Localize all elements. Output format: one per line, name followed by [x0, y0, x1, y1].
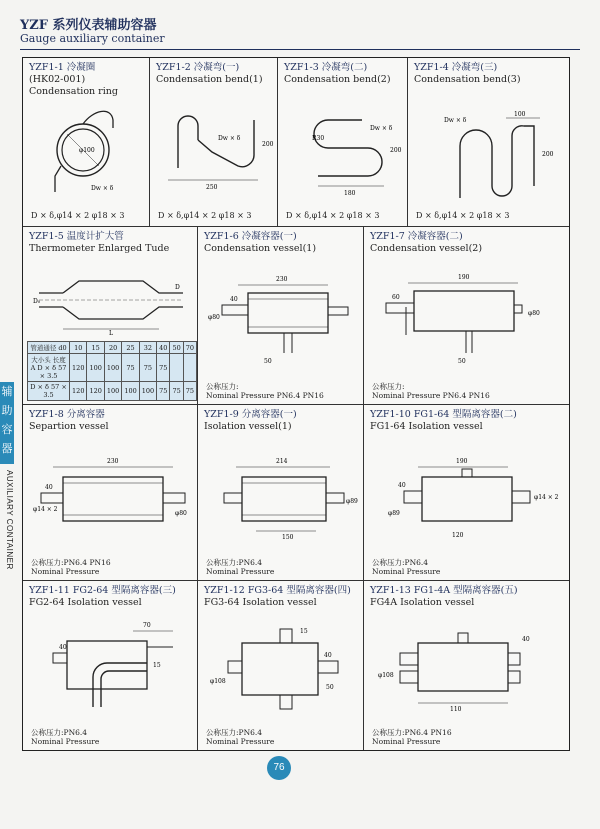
dim-214: 214 — [276, 458, 288, 465]
item-dims: D × δ,φ14 × 2 φ18 × 3 — [286, 211, 380, 220]
item-code: YZF1-8 分离容器 — [29, 409, 105, 420]
item-english: FG1-64 Isolation vessel — [370, 420, 483, 432]
item-title — [29, 62, 118, 98]
dim-120: 120 — [452, 532, 464, 539]
item-english: Condensation bend(3) — [414, 73, 521, 85]
spec-cell: 75 — [157, 382, 170, 401]
pressure-value: Nominal Pressure PN6.4 PN16 — [206, 391, 324, 400]
condensation-bend-3-drawing — [424, 106, 554, 202]
condensation-vessel-1-drawing — [208, 267, 358, 367]
item-yzf1-5 — [23, 226, 197, 404]
spec-row — [28, 354, 197, 382]
item-model: (HK02-001) — [29, 73, 86, 85]
section-tab-char: 容 — [1, 423, 13, 436]
item-yzf1-4 — [407, 58, 569, 226]
pressure-label: 公称压力: — [372, 382, 405, 391]
header-rule — [20, 49, 580, 50]
item-title — [370, 409, 517, 433]
spec-row-label — [28, 354, 70, 382]
spec-row-label: D × δ 57 × 3.5 — [28, 382, 70, 401]
dim-40: 40 — [398, 482, 406, 489]
dim-phi89: φ89 — [346, 498, 358, 505]
item-yzf1-6 — [197, 226, 363, 404]
pressure-value: Nominal Pressure PN6.4 PN16 — [372, 391, 490, 400]
item-english: FG2-64 Isolation vessel — [29, 596, 142, 608]
pressure-label: 公称压力:PN6.4 — [206, 728, 263, 737]
item-yzf1-3 — [277, 58, 407, 226]
pressure-value: Nominal Pressure — [206, 567, 275, 576]
spec-cell: 100 — [139, 382, 156, 401]
item-code: YZF1-7 冷凝容器(二) — [370, 231, 463, 242]
item-dims: D × δ,φ14 × 2 φ18 × 3 — [416, 211, 510, 220]
section-tab-text: AUXILIARY CONTAINER — [5, 470, 14, 570]
item-title — [29, 585, 176, 609]
dim-200: 200 — [390, 147, 402, 154]
item-dims: D × δ,φ14 × 2 φ18 × 3 — [158, 211, 252, 220]
dim-15: 15 — [153, 662, 161, 669]
spec-size: 32 — [139, 342, 156, 354]
item-title — [370, 231, 482, 255]
spec-size: 10 — [70, 342, 87, 354]
spec-cell: 100 — [104, 354, 121, 382]
pressure-note — [206, 558, 274, 576]
dim-40: 40 — [324, 652, 332, 659]
dim-110: 110 — [450, 706, 462, 713]
item-code: YZF1-13 FG1-4A 型隔离容器(五) — [370, 585, 518, 596]
spec-cell: 75 — [183, 382, 196, 401]
item-english: Condensation bend(1) — [156, 73, 263, 85]
item-english: Condensation vessel(2) — [370, 242, 483, 254]
dim-dw: Dw × δ — [370, 125, 393, 132]
item-yzf1-9 — [197, 404, 363, 580]
fg4a-vessel-drawing — [378, 617, 564, 717]
item-title — [156, 62, 263, 86]
item-english: Isolation vessel(1) — [204, 420, 292, 432]
dim-phi14: φ14 × 2 — [534, 494, 559, 501]
item-yzf1-13 — [363, 580, 569, 750]
spec-size: 25 — [122, 342, 139, 354]
item-dims: D × δ,φ14 × 2 φ18 × 3 — [31, 211, 125, 220]
item-yzf1-12 — [197, 580, 363, 750]
catalog-frame — [22, 57, 570, 751]
item-english: FG3-64 Isolation vessel — [204, 596, 317, 608]
spec-size: 40 — [157, 342, 170, 354]
dim-50: 50 — [326, 684, 334, 691]
dim-phi80: φ80 — [528, 310, 540, 317]
item-code: YZF1-4 冷凝弯(三) — [414, 62, 498, 73]
dim-190: 190 — [458, 274, 470, 281]
isolation-vessel-1-drawing — [206, 441, 360, 545]
pressure-note — [31, 558, 111, 576]
spec-size: 15 — [87, 342, 104, 354]
section-tab-char: 助 — [1, 404, 13, 417]
item-code: YZF1-2 冷凝弯(一) — [156, 62, 240, 73]
dim-40: 40 — [45, 484, 53, 491]
spec-cell: 75 — [157, 354, 170, 382]
spec-row-name: D × δ 57 × 3.5 — [37, 364, 67, 380]
dim-15: 15 — [300, 628, 308, 635]
spec-cell: 75 — [139, 354, 156, 382]
dim-200: 200 — [262, 141, 274, 148]
dim-phi89: φ89 — [388, 510, 400, 517]
item-english: Condensation bend(2) — [284, 73, 391, 85]
dim-200: 200 — [542, 151, 554, 158]
dim-50: 50 — [264, 358, 272, 365]
item-yzf1-1 — [23, 58, 149, 226]
item-title — [204, 585, 351, 609]
dim-phi14: φ14 × 2 — [33, 506, 58, 513]
pressure-label: 公称压力:PN6.4 — [31, 728, 88, 737]
section-tab — [0, 382, 14, 464]
spec-cell: 120 — [70, 382, 87, 401]
dim-r30: R30 — [312, 135, 325, 142]
pressure-label: 公称压力:PN6.4 PN16 — [372, 728, 452, 737]
pressure-label: 公称压力:PN6.4 — [372, 558, 429, 567]
item-yzf1-10 — [363, 404, 569, 580]
pressure-value: Nominal Pressure — [31, 567, 100, 576]
item-code: YZF1-1 冷凝圈 — [29, 62, 96, 73]
page-subtitle: Gauge auxiliary container — [20, 32, 165, 45]
pressure-value: Nominal Pressure — [206, 737, 275, 746]
item-title — [29, 231, 169, 255]
dim-phi100: φ100 — [79, 147, 95, 154]
spec-table — [27, 341, 197, 401]
item-english: FG4A Isolation vessel — [370, 596, 475, 608]
fg1-64-vessel-drawing — [378, 441, 564, 545]
spec-cell — [170, 354, 183, 382]
dim-phi108: φ108 — [378, 672, 394, 679]
dim-dw: Dw × δ — [444, 117, 467, 124]
dim-L: L — [109, 330, 113, 337]
dim-230: 230 — [276, 276, 288, 283]
spec-cell: 75 — [122, 354, 139, 382]
spec-head-label: 管道通径 d0 — [28, 342, 70, 354]
dim-50: 50 — [458, 358, 466, 365]
pressure-value: Nominal Pressure — [31, 737, 100, 746]
item-title — [370, 585, 518, 609]
section-tab-char: 器 — [1, 442, 13, 455]
item-code: YZF1-10 FG1-64 型隔离容器(二) — [370, 409, 517, 420]
item-english: Thermometer Enlarged Tude — [29, 242, 170, 254]
spec-cell: 75 — [170, 382, 183, 401]
item-title — [414, 62, 521, 86]
page-title: YZF 系列仪表辅助容器 — [20, 18, 157, 33]
spec-size: 20 — [104, 342, 121, 354]
spec-cell: 120 — [70, 354, 87, 382]
fg3-64-vessel-drawing — [206, 617, 360, 717]
item-code: YZF1-9 分离容器(一) — [204, 409, 297, 420]
dim-180: 180 — [344, 190, 356, 197]
dim-60: 60 — [392, 294, 400, 301]
item-yzf1-11 — [23, 580, 197, 750]
pressure-note — [31, 728, 99, 746]
dim-190: 190 — [456, 458, 468, 465]
item-title — [284, 62, 391, 86]
dim-dw: Dw × δ — [218, 135, 241, 142]
pressure-note — [206, 382, 324, 400]
spec-table-header — [28, 342, 197, 354]
pressure-note — [372, 728, 452, 746]
condensation-ring-drawing — [33, 106, 143, 198]
pressure-note — [372, 382, 490, 400]
spec-cell — [183, 354, 196, 382]
item-title — [29, 409, 109, 433]
item-code: YZF1-6 冷凝容器(一) — [204, 231, 297, 242]
item-yzf1-2 — [149, 58, 277, 226]
item-english: Condensation ring — [29, 85, 118, 97]
spec-size: 50 — [170, 342, 183, 354]
item-yzf1-7 — [363, 226, 569, 404]
page-number: 76 — [267, 756, 291, 780]
pressure-note — [206, 728, 274, 746]
pressure-label: 公称压力: — [206, 382, 239, 391]
spec-cell: 100 — [122, 382, 139, 401]
dim-250: 250 — [206, 184, 218, 191]
item-yzf1-8 — [23, 404, 197, 580]
condensation-vessel-2-drawing — [378, 267, 558, 367]
condensation-bend-2-drawing — [288, 110, 403, 202]
fg2-64-vessel-drawing — [33, 617, 191, 717]
dim-100: 100 — [514, 111, 526, 118]
dim-230: 230 — [107, 458, 119, 465]
spec-size: 70 — [183, 342, 196, 354]
spec-cell: 120 — [87, 382, 104, 401]
item-english: Separtion vessel — [29, 420, 109, 432]
pressure-value: Nominal Pressure — [372, 567, 441, 576]
item-code: YZF1-12 FG3-64 型隔离容器(四) — [204, 585, 351, 596]
spec-group-label: 大小头 长度A — [30, 356, 66, 372]
dim-D: D — [175, 284, 180, 291]
dim-40: 40 — [230, 296, 238, 303]
section-tab-char: 辅 — [1, 385, 13, 398]
pressure-label: 公称压力:PN6.4 PN16 — [31, 558, 111, 567]
pressure-value: Nominal Pressure — [372, 737, 441, 746]
dim-40: 40 — [59, 644, 67, 651]
spec-cell: 100 — [87, 354, 104, 382]
item-title — [204, 231, 316, 255]
item-code: YZF1-5 温度计扩大管 — [29, 231, 124, 242]
spec-cell: 100 — [104, 382, 121, 401]
item-code: YZF1-11 FG2-64 型隔离容器(三) — [29, 585, 176, 596]
dim-150: 150 — [282, 534, 294, 541]
dim-dw: Dw × δ — [91, 185, 114, 192]
separation-vessel-drawing — [33, 441, 191, 545]
item-code: YZF1-3 冷凝弯(二) — [284, 62, 368, 73]
dim-70: 70 — [143, 622, 151, 629]
pressure-label: 公称压力:PN6.4 — [206, 558, 263, 567]
dim-D0: D₀ — [33, 298, 41, 305]
dim-phi80: φ80 — [175, 510, 187, 517]
spec-row — [28, 382, 197, 401]
pressure-note — [372, 558, 440, 576]
condensation-bend-1-drawing — [158, 110, 273, 200]
thermometer-tube-drawing — [33, 263, 189, 337]
dim-40: 40 — [522, 636, 530, 643]
item-title — [204, 409, 297, 433]
item-english: Condensation vessel(1) — [204, 242, 317, 254]
dim-phi108: φ108 — [210, 678, 226, 685]
dim-phi80: φ80 — [208, 314, 220, 321]
